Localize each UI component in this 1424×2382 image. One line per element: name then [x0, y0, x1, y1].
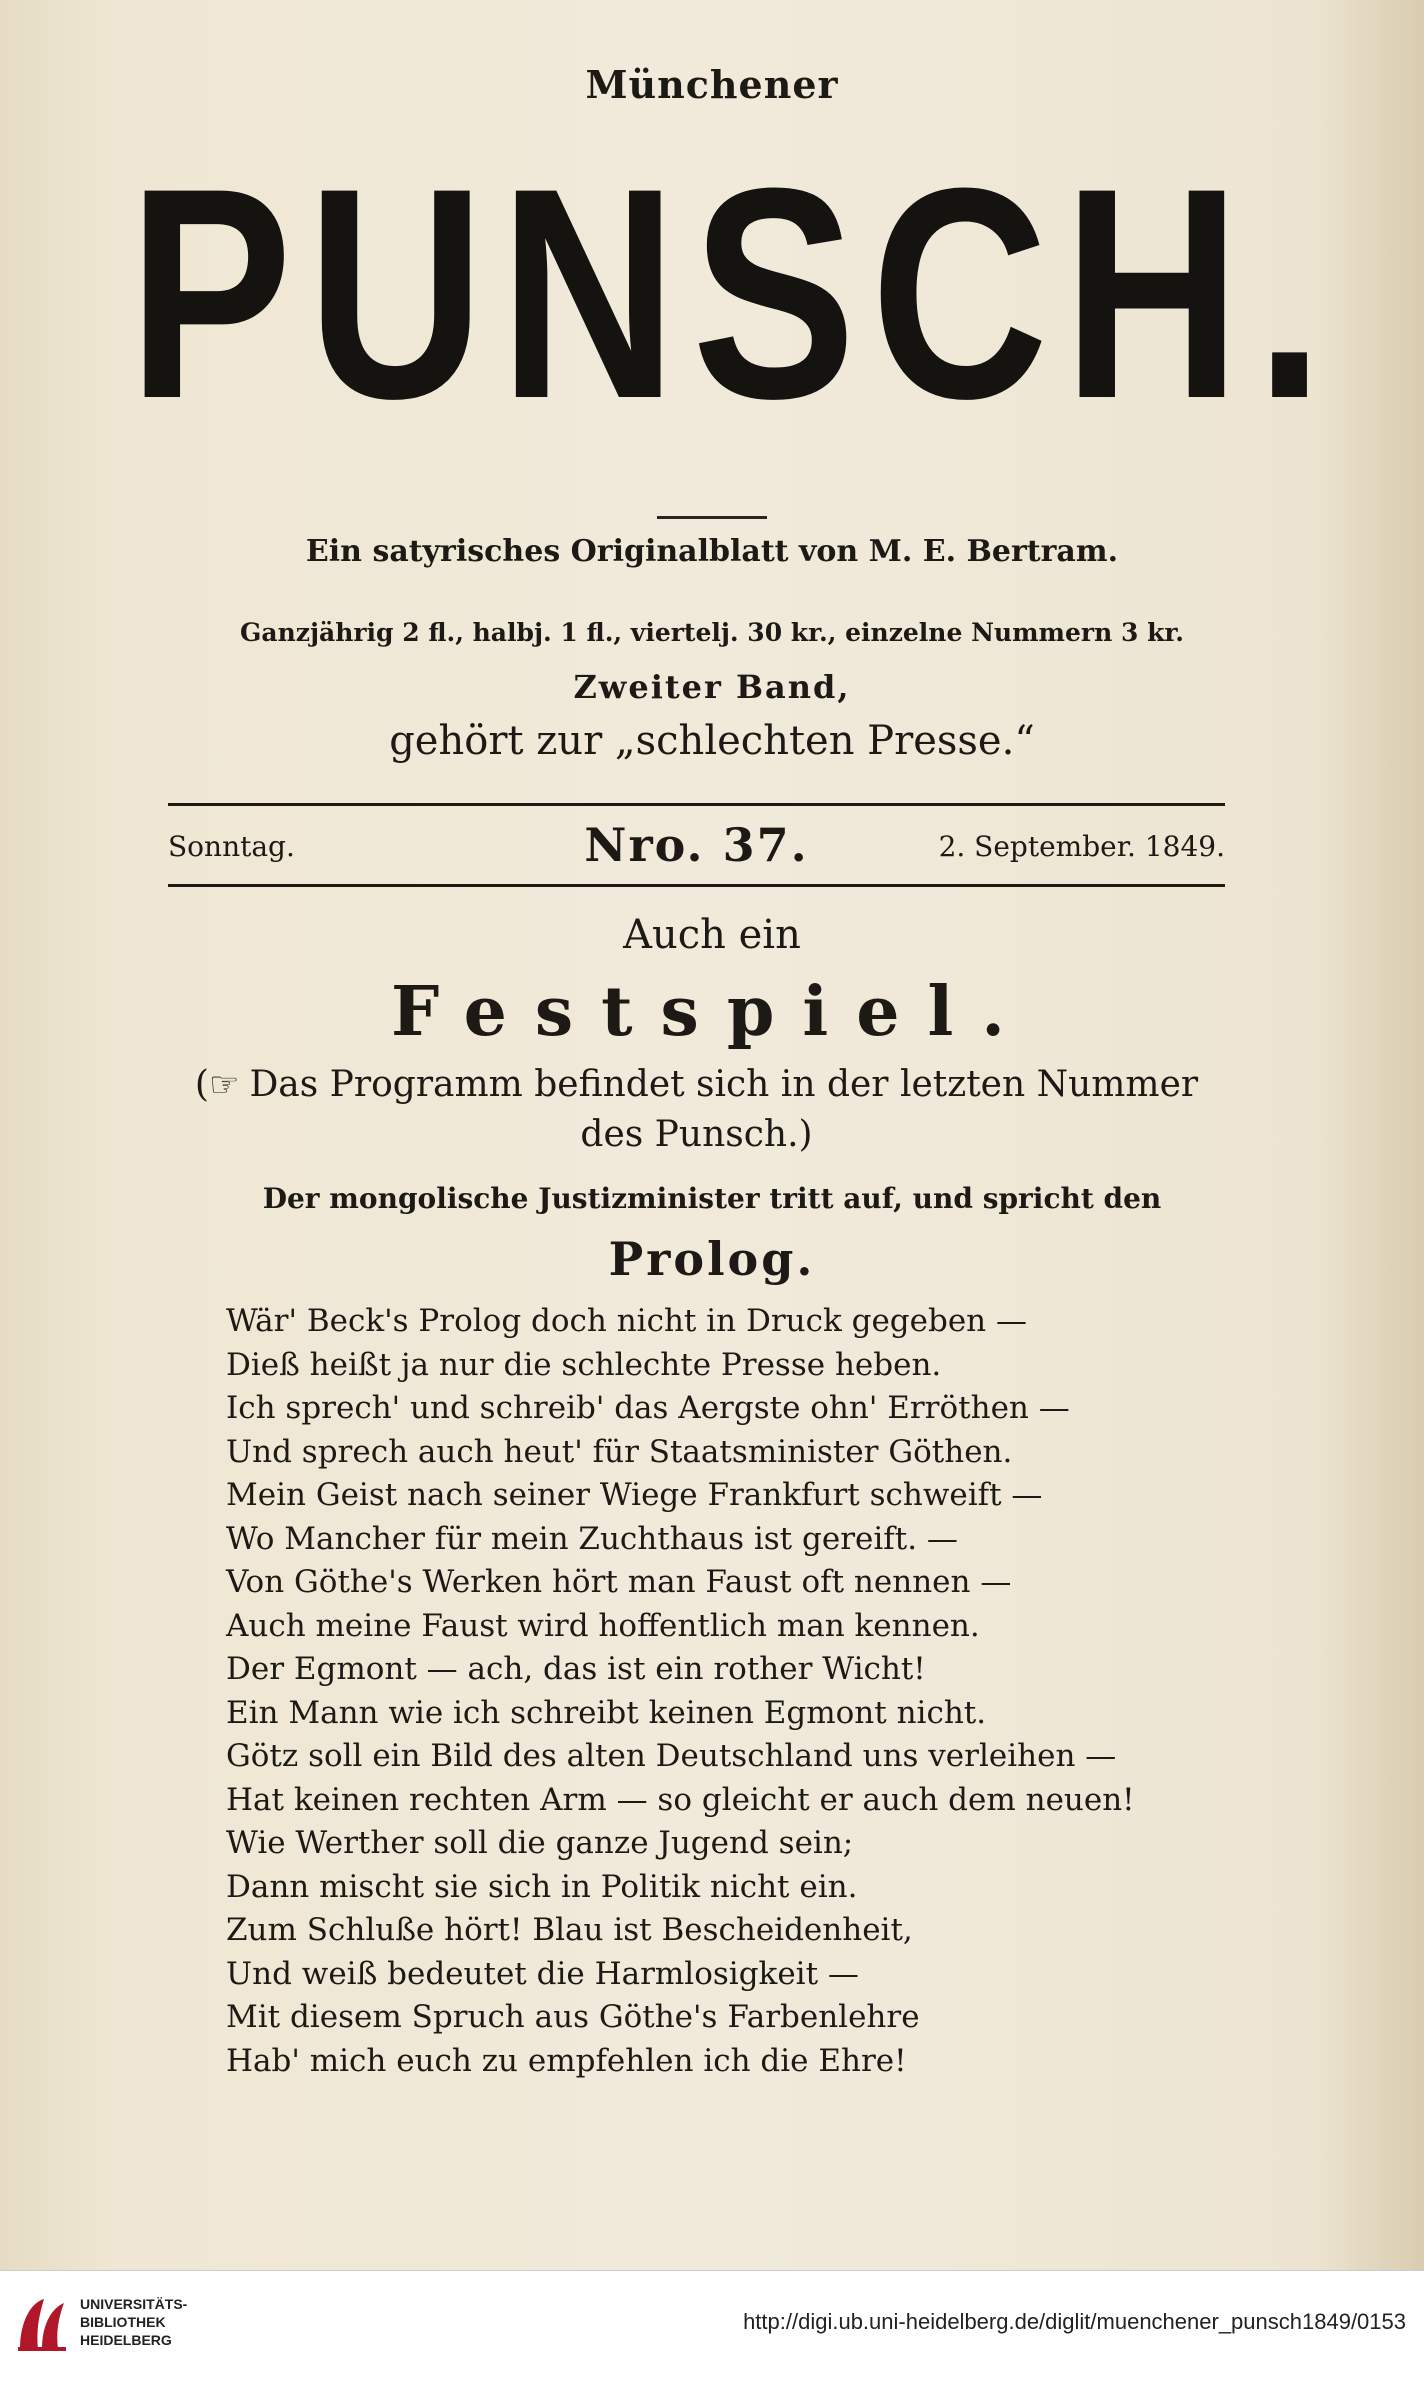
issue-number: Nro. 37. — [584, 818, 809, 872]
poem-line: Der Egmont — ach, das ist ein rother Wicht! — [226, 1651, 926, 1687]
press-label: gehört zur „schlechten Presse.“ — [389, 718, 1035, 764]
poem-line: Dann mischt sie sich in Politik nicht ein. — [226, 1868, 858, 1905]
viewer-footer — [0, 2270, 1424, 2382]
note-text: Das Programm befindet sich in der letzten Nummer des Punsch.) — [249, 1064, 1199, 1155]
poem-line: Hat keinen rechten Arm — so gleicht er auch dem neuen! — [226, 1781, 1135, 1818]
poem-line: Wo Mancher für mein Zuchthaus ist gereift. — — [226, 1520, 958, 1557]
poem-line: Zum Schluße hört! Blau ist Bescheidenheit, — [226, 1912, 913, 1948]
poem-line: Dieß heißt ja nur die schlechte Presse heben. — [226, 1346, 942, 1383]
poem-line: Und sprech auch heut' für Staatsminister Göthen. — [226, 1433, 1013, 1470]
stage-direction: Der mongolische Justizminister tritt auf, und spricht den — [262, 1182, 1162, 1215]
issue-bottom-rule — [168, 884, 1225, 887]
heidelberg-library-logo — [14, 2293, 72, 2355]
source-url-link[interactable]: http://digi.ub.uni-heidelberg.de/diglit/muenchener_punsch1849/0153 — [743, 2309, 1406, 2334]
article-title: Festspiel. — [391, 972, 1033, 1052]
poem-line: Mit diesem Spruch aus Göthe's Farbenlehre — [226, 1999, 920, 2035]
poem-line: Auch meine Faust wird hoffentlich man kennen. — [226, 1607, 980, 1644]
masthead-city: Münchener — [585, 62, 839, 107]
library-name-line: BIBLIOTHEK — [80, 2314, 166, 2330]
volume-label: Zweiter Band, — [573, 668, 851, 706]
library-name-line: UNIVERSITÄTS- — [80, 2296, 188, 2312]
article-intro: Auch ein — [623, 912, 801, 958]
note-open-paren: ( — [194, 1064, 209, 1105]
library-name — [80, 2295, 187, 2349]
library-name-line: HEIDELBERG — [80, 2332, 172, 2348]
poem-line: Wär' Beck's Prolog doch nicht in Druck gegeben — — [226, 1303, 1027, 1339]
issue-day: Sonntag. — [168, 830, 295, 863]
issue-top-rule — [168, 803, 1225, 806]
poem-line: Hab' mich euch zu empfehlen ich die Ehre! — [226, 2042, 907, 2079]
issue-date: 2. September. 1849. — [938, 830, 1225, 863]
poem-line: Wie Werther soll die ganze Jugend sein; — [226, 1825, 854, 1861]
subscription-prices: Ganzjährig 2 fl., halbj. 1 fl., viertelj. 30 kr., einzelne Nummern 3 kr. — [240, 618, 1184, 647]
masthead-subtitle: Ein satyrisches Originalblatt von M. E. Bertram. — [305, 534, 1119, 569]
prolog-heading: Prolog. — [608, 1232, 816, 1286]
issue-info-row — [168, 818, 1225, 874]
poem-line: Und weiß bedeutet die Harmlosigkeit — — [226, 1955, 859, 1992]
prolog-poem — [226, 1300, 1186, 2083]
poem-line: Mein Geist nach seiner Wiege Frankfurt schweift — — [226, 1477, 1043, 1513]
poem-line: Von Göthe's Werken hört man Faust oft nennen — — [226, 1564, 1012, 1600]
poem-line: Götz soll ein Bild des alten Deutschland uns verleihen — — [226, 1738, 1117, 1774]
poem-line: Ich sprech' und schreib' das Aergste ohn' Erröthen — — [226, 1390, 1070, 1426]
poem-line: Ein Mann wie ich schreibt keinen Egmont nicht. — [226, 1694, 987, 1731]
masthead-divider — [657, 516, 767, 519]
masthead-title: PUNSCH. — [128, 125, 1339, 461]
program-note — [168, 1060, 1225, 1160]
pointing-hand-icon: ☞ — [208, 1065, 240, 1105]
